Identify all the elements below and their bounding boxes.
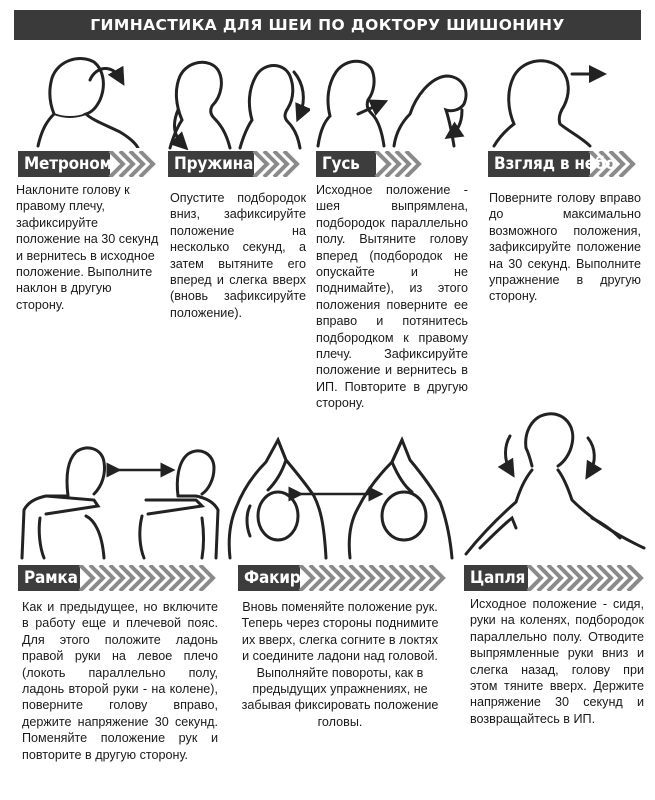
label-fakir: Факир bbox=[238, 565, 448, 591]
metronome-illustration bbox=[20, 48, 150, 148]
frame-illustration bbox=[18, 440, 228, 562]
label-heron: Цапля bbox=[464, 565, 644, 591]
sky-look-illustration bbox=[486, 48, 626, 148]
desc-goose: Исходное положение - шея выпрямлена, подбородок параллельно полу. Вытяните голову вперед (подбородок не опускайте и не поднимайте), из этого положения поверните ее вправо и потянитесь подбородком к правому плечу. Зафиксируйте положение и вернитесь в ИП. Повторите в другую сторону. bbox=[316, 183, 468, 411]
label-frame: Рамка bbox=[18, 565, 223, 591]
label-metronome: Метроном bbox=[18, 151, 158, 177]
label-sky-look: Взгляд в небо bbox=[488, 151, 638, 177]
label-spring: Пружина bbox=[168, 151, 308, 177]
fakir-illustration bbox=[226, 432, 456, 562]
spring-illustration bbox=[160, 50, 310, 150]
desc-spring: Опустите подбородок вниз, зафиксируйте положение на несколько секунд, а затем вытяните его вперед и слегка вверх (вновь зафиксируйте положение). bbox=[170, 191, 306, 320]
desc-heron: Исходное положение - сидя, руки на коленях, подбородок параллельно полу. Отводите выпрямленные руки вниз и слегка назад, голову при этом тяните вверх. Держите напряжение 30 секунд и возвращайтесь в ИП. bbox=[470, 597, 644, 726]
desc-sky-look: Поверните голову вправо до максимально возможного положения, зафиксируйте положение на 30 секунд. Выполните упражнение в другую сторону. bbox=[489, 191, 641, 304]
desc-fakir: Вновь поменяйте положение рук. Теперь через стороны поднимите их вверх, слегка согните в локтях и соедините ладони над головой. Выполняйте повороты, как в предыдущих упражнениях, не забывая фиксировать положение головы. bbox=[241, 600, 439, 729]
goose-illustration bbox=[312, 48, 472, 148]
heron-illustration bbox=[460, 408, 652, 558]
page-title: ГИМНАСТИКА ДЛЯ ШЕИ ПО ДОКТОРУ ШИШОНИНУ bbox=[14, 10, 641, 40]
desc-frame: Как и предыдущее, но включите в работу еще и плечевой пояс. Для этого положите ладонь правой руки на левое плечо (локоть параллельно полу, ладонь второй руки - на колене), поверните голову вправо, держите напряжение 30 секунд. Поменяйте положение рук и повторите в другую сторону. bbox=[22, 600, 218, 762]
desc-metronome: Наклоните голову к правому плечу, зафиксируйте положение на 30 секунд и вернитесь в исходное положение. Выполните наклон в другую сторону. bbox=[16, 183, 159, 312]
label-goose: Гусь bbox=[316, 151, 466, 177]
